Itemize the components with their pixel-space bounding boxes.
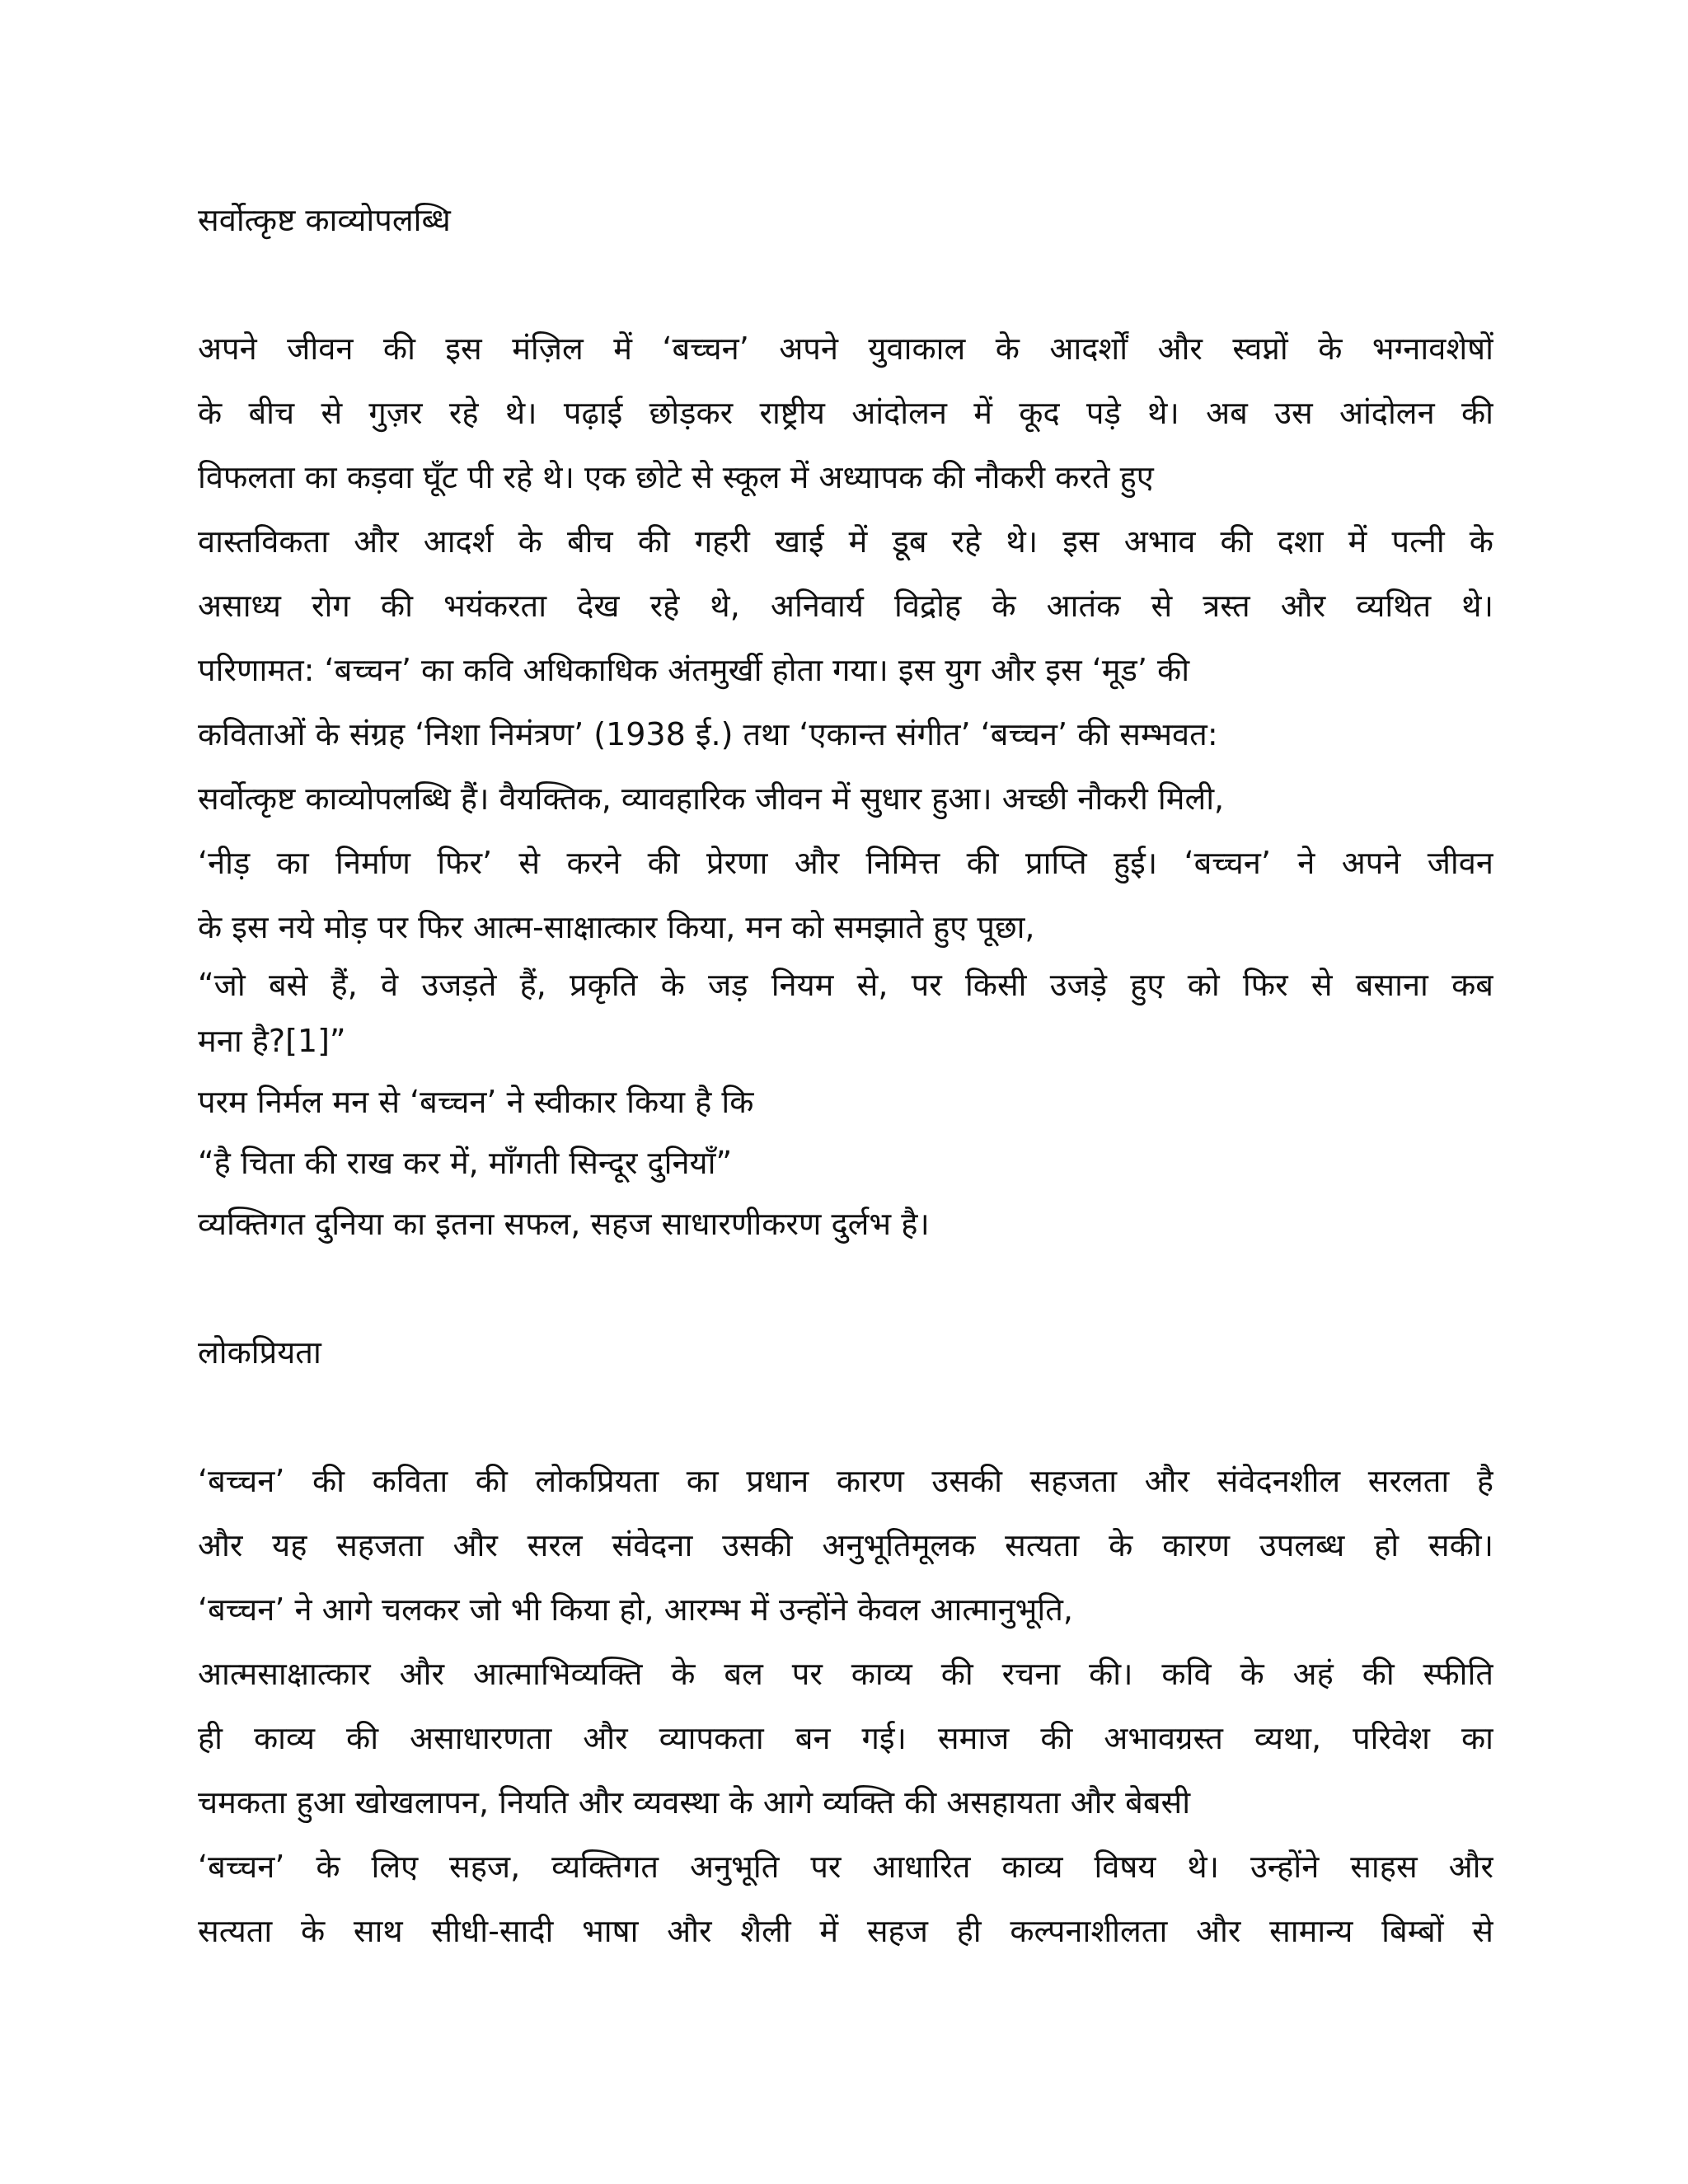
- paragraph-line: परिणामत: ‘बच्चन’ का कवि अधिकाधिक अंतमुर्खी होता गया। इस युग और इस ‘मूड’ की: [198, 652, 1190, 688]
- paragraph-line: अपने जीवन की इस मंज़िल में ‘बच्चन’ अपने युवाकाल के आदर्शों और स्वप्नों के भग्नावशेषों: [198, 330, 1493, 367]
- paragraph-line: ‘बच्चन’ की कविता की लोकप्रियता का प्रधान कारण उसकी सहजता और संवेदनशील सरलता है: [198, 1463, 1493, 1499]
- section-heading-best-poetic-achievement: सर्वोत्कृष्ट काव्योपलब्धि: [198, 202, 451, 238]
- paragraph-line: चमकता हुआ खोखलापन, नियति और व्यवस्था के आगे व्यक्ति की असहायता और बेबसी: [198, 1784, 1191, 1821]
- paragraph-line: कविताओं के संग्रह ‘निशा निमंत्रण’ (1938 ई.) तथा ‘एकान्त संगीत’ ‘बच्चन’ की सम्भवत:: [198, 716, 1218, 752]
- paragraph-line: आत्मसाक्षात्कार और आत्माभिव्यक्ति के बल पर काव्य की रचना की। कवि के अहं की स्फीति: [198, 1656, 1493, 1692]
- paragraph-line: के इस नये मोड़ पर फिर आत्म-साक्षात्कार किया, मन को समझाते हुए पूछा,: [198, 909, 1035, 945]
- paragraph-line: सर्वोत्कृष्ट काव्योपलब्धि हैं। वैयक्तिक, व्यावहारिक जीवन में सुधार हुआ। अच्छी नौकरी मिली,: [198, 780, 1225, 817]
- paragraph-line: के बीच से गुज़र रहे थे। पढ़ाई छोड़कर राष्ट्रीय आंदोलन में कूद पड़े थे। अब उस आंदोलन की: [198, 395, 1493, 431]
- quote-line: मना है?[1]”: [198, 1023, 346, 1059]
- paragraph-line: व्यक्तिगत दुनिया का इतना सफल, सहज साधारणीकरण दुर्लभ है।: [198, 1206, 930, 1242]
- paragraph-line: सत्यता के साथ सीधी-सादी भाषा और शैली में सहज ही कल्पनाशीलता और सामान्य बिम्बों से: [198, 1913, 1493, 1949]
- paragraph-line: वास्तविकता और आदर्श के बीच की गहरी खाई में डूब रहे थे। इस अभाव की दशा में पत्नी के: [198, 523, 1493, 560]
- quote-line: “जो बसे हैं, वे उजड़ते हैं, प्रकृति के जड़ नियम से, पर किसी उजड़े हुए को फिर से बसाना कब: [198, 967, 1493, 1003]
- paragraph-line: असाध्य रोग की भयंकरता देख रहे थे, अनिवार्य विद्रोह के आतंक से त्रस्त और व्यथित थे।: [198, 588, 1493, 624]
- paragraph-line: ‘बच्चन’ ने आगे चलकर जो भी किया हो, आरम्भ में उन्होंने केवल आत्मानुभूति,: [198, 1591, 1073, 1628]
- paragraph-line: ‘बच्चन’ के लिए सहज, व्यक्तिगत अनुभूति पर आधारित काव्य विषय थे। उन्होंने साहस और: [198, 1849, 1493, 1885]
- paragraph-line: परम निर्मल मन से ‘बच्चन’ ने स्वीकार किया है कि: [198, 1084, 754, 1120]
- paragraph-line: विफलता का कड़वा घूँट पी रहे थे। एक छोटे से स्कूल में अध्यापक की नौकरी करते हुए: [198, 459, 1154, 495]
- section-heading-popularity: लोकप्रियता: [198, 1334, 321, 1371]
- paragraph-line: और यह सहजता और सरल संवेदना उसकी अनुभूतिमूलक सत्यता के कारण उपलब्ध हो सकी।: [198, 1527, 1493, 1563]
- paragraph-line: ‘नीड़ का निर्माण फिर’ से करने की प्रेरणा और निमित्त की प्राप्ति हुई। ‘बच्चन’ ने अपने जीवन: [198, 845, 1493, 881]
- quote-line: “है चिता की राख कर में, माँगती सिन्दूर दुनियाँ”: [198, 1145, 733, 1181]
- paragraph-line: ही काव्य की असाधारणता और व्यापकता बन गई। समाज की अभावग्रस्त व्यथा, परिवेश का: [198, 1720, 1493, 1756]
